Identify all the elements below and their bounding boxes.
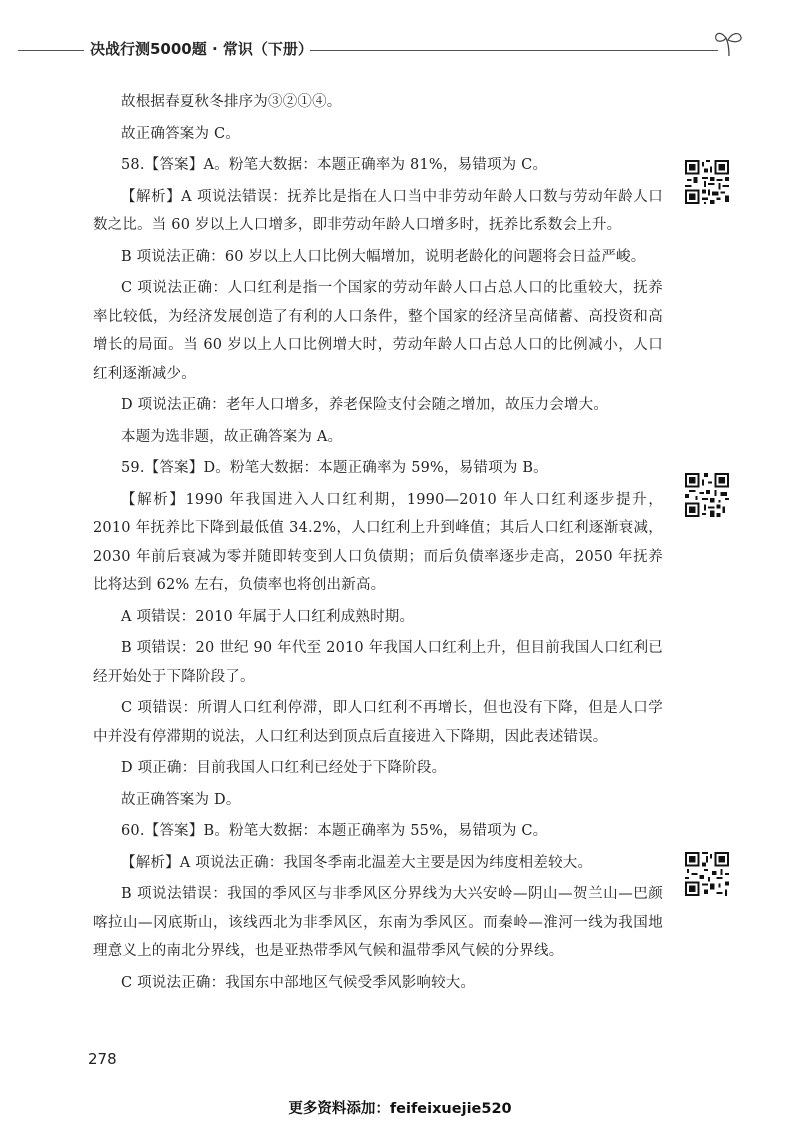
sprout-icon — [712, 26, 746, 60]
paragraph: D 项说法正确：老年人口增多，养老保险支付会随之增加，故压力会增大。 — [121, 397, 609, 413]
paragraph: 故根据春夏秋冬排序为③②①④。 — [121, 94, 342, 110]
header-rule-right — [310, 50, 718, 51]
question-60-analysis: 【解析】A 项说法正确：我国冬季南北温差大主要是因为纬度相差较大。 — [121, 854, 593, 871]
paragraph: C 项说法正确：我国东中部地区气候受季风影响较大。 — [121, 974, 476, 991]
answer-explanations — [93, 88, 663, 997]
paragraph: 故正确答案为 D。 — [121, 791, 241, 808]
question-58-answer: 58.【答案】A。粉笔大数据：本题正确率为 81%，易错项为 C。 — [121, 157, 548, 173]
question-60-answer: 60.【答案】B。粉笔大数据：本题正确率为 55%，易错项为 C。 — [121, 823, 548, 839]
running-header-title: 决战行测5000题 · 常识（下册） — [90, 40, 313, 58]
qr-code-icon[interactable] — [685, 473, 729, 517]
question-59-analysis: 【解析】1990 年我国进入人口红利期，1990—2010 年人口红利逐步提升，2010 年抚养比下降到最低值 34.2%，人口红利上升到峰值；其后人口红利逐渐衰减，2030 年前后衰减为零并随即转变到人口负债期；而后负债率逐步走高，2050 年抚养比将达到 62% 左右，负债率也将创出新高。 — [93, 491, 663, 593]
qr-code-icon[interactable] — [685, 852, 729, 896]
paragraph: B 项说法正确：60 岁以上人口比例大幅增加，说明老龄化的问题将会日益严峻。 — [121, 248, 646, 265]
question-58-analysis: 【解析】A 项说法错误：抚养比是指在人口当中非劳动年龄人口数与劳动年龄人口数之比。当 60 岁以上人口增多，即非劳动年龄人口增多时，抚养比系数会上升。 — [93, 188, 663, 233]
paragraph: D 项正确：目前我国人口红利已经处于下降阶段。 — [121, 760, 447, 776]
paragraph: C 项说法正确：人口红利是指一个国家的劳动年龄人口占总人口的比重较大，抚养率比较低，为经济发展创造了有利的人口条件，整个国家的经济呈高储蓄、高投资和高增长的局面。当 60 岁以上人口比例增大时，劳动年龄人口占总人口的比例减小，人口红利逐渐减少。 — [93, 280, 663, 382]
header-rule-left — [18, 50, 84, 51]
qr-code-icon[interactable] — [685, 160, 729, 204]
paragraph: 故正确答案为 C。 — [121, 125, 241, 142]
paragraph: B 项错误：20 世纪 90 年代至 2010 年我国人口红利上升，但目前我国人口红利已经开始处于下降阶段了。 — [93, 640, 663, 685]
paragraph: 本题为选非题，故正确答案为 A。 — [121, 428, 343, 445]
footer-note: 更多资料添加：feifeixuejie520 — [288, 1101, 512, 1117]
paragraph: B 项说法错误：我国的季风区与非季风区分界线为大兴安岭—阴山—贺兰山—巴颜喀拉山—冈底斯山，该线西北为非季风区，东南为季风区。而秦岭—淮河一线为我国地理意义上的南北分界线，也是亚热带季风气候和温带季风气候的分界线。 — [93, 886, 663, 959]
paragraph: C 项错误：所谓人口红利停滞，即人口红利不再增长，但也没有下降，但是人口学中并没有停滞期的说法，人口红利达到顶点后直接进入下降期，因此表述错误。 — [93, 700, 663, 745]
page-number: 278 — [88, 1050, 117, 1068]
question-59-answer: 59.【答案】D。粉笔大数据：本题正确率为 59%，易错项为 B。 — [121, 460, 548, 476]
paragraph: A 项错误：2010 年属于人口红利成熟时期。 — [121, 608, 415, 625]
